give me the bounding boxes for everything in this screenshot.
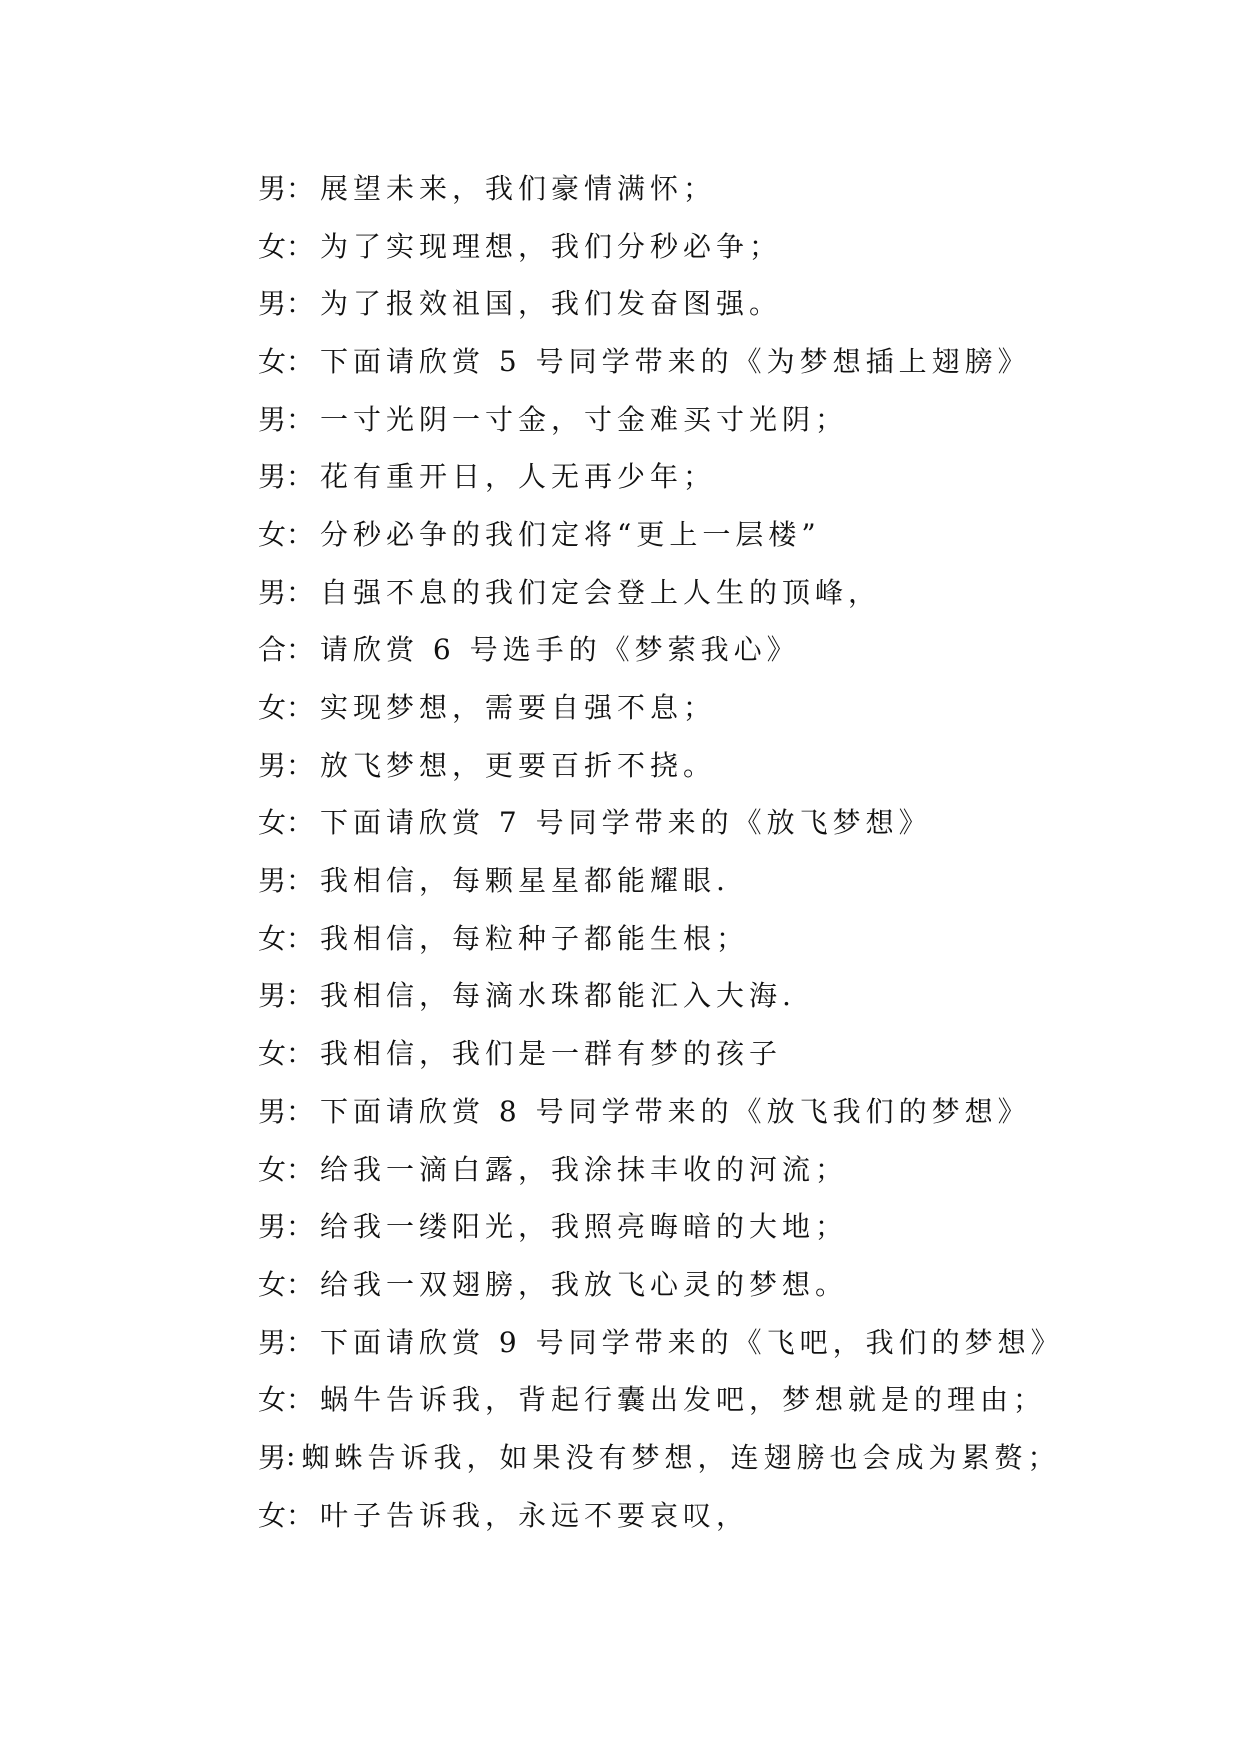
dialogue-line	[258, 446, 1198, 504]
dialogue-line	[258, 216, 1198, 274]
speaker-separator: :	[286, 1439, 296, 1473]
dialogue-line	[258, 1427, 1198, 1485]
speaker-label: 男	[258, 1210, 287, 1244]
line-text: 分秒必争的我们定将“更上一层楼”	[320, 517, 821, 551]
speaker-separator: ：	[286, 748, 315, 782]
speaker-label: 男	[258, 864, 287, 898]
speaker-separator: ：	[286, 1094, 315, 1128]
dialogue-line	[258, 273, 1198, 331]
dialogue-line	[258, 1369, 1198, 1427]
speaker-separator: ：	[286, 864, 315, 898]
line-text: 为了实现理想，我们分秒必争；	[320, 229, 783, 263]
dialogue-line	[258, 793, 1198, 851]
line-text: 我相信，我们是一群有梦的孩子	[320, 1037, 783, 1071]
dialogue-line	[258, 908, 1198, 966]
speaker-separator: ：	[286, 402, 315, 436]
speaker-label: 男	[258, 287, 287, 321]
line-text: 我相信，每粒种子都能生根；	[320, 921, 750, 955]
dialogue-line	[258, 158, 1198, 216]
speaker-separator: ：	[286, 344, 315, 378]
dialogue-line	[258, 1081, 1198, 1139]
line-text: 蜘蛛告诉我，如果没有梦想，连翅膀也会成为累赘；	[301, 1440, 1061, 1474]
line-text: 下面请欣赏 7 号同学带来的《放飞梦想》	[320, 806, 932, 840]
dialogue-line	[258, 389, 1198, 447]
line-text: 下面请欣赏 8 号同学带来的《放飞我们的梦想》	[320, 1094, 1031, 1128]
line-text: 自强不息的我们定会登上人生的顶峰，	[320, 575, 882, 609]
speaker-separator: ：	[286, 517, 315, 551]
line-text: 一寸光阴一寸金，寸金难买寸光阴；	[320, 402, 849, 436]
speaker-label: 女	[258, 921, 287, 955]
speaker-separator: ：	[286, 806, 315, 840]
line-text: 给我一双翅膀，我放飞心灵的梦想。	[320, 1267, 849, 1301]
speaker-separator: ：	[286, 287, 315, 321]
speaker-label: 女	[258, 1498, 287, 1532]
speaker-separator: ：	[286, 1210, 315, 1244]
dialogue-line	[258, 966, 1198, 1024]
speaker-label: 男	[258, 979, 287, 1013]
speaker-label: 女	[258, 691, 287, 725]
speaker-separator: ：	[286, 171, 315, 205]
dialogue-line	[258, 735, 1198, 793]
dialogue-line	[258, 1312, 1198, 1370]
dialogue-line	[258, 504, 1198, 562]
line-text: 下面请欣赏 9 号同学带来的《飞吧，我们的梦想》	[320, 1325, 1064, 1359]
speaker-label: 女	[258, 1037, 287, 1071]
line-text: 给我一缕阳光，我照亮晦暗的大地；	[320, 1210, 849, 1244]
speaker-separator: ：	[286, 1498, 315, 1532]
speaker-label: 男	[258, 460, 287, 494]
speaker-label: 女	[258, 806, 287, 840]
speaker-label: 女	[258, 344, 287, 378]
speaker-label: 男	[258, 171, 287, 205]
dialogue-line	[258, 620, 1198, 678]
speaker-label: 女	[258, 1152, 287, 1186]
dialogue-line	[258, 1139, 1198, 1197]
dialogue-line	[258, 1196, 1198, 1254]
speaker-separator: ：	[286, 1267, 315, 1301]
speaker-separator: ：	[286, 1383, 315, 1417]
dialogue-line	[258, 850, 1198, 908]
line-text: 花有重开日，人无再少年；	[320, 460, 717, 494]
speaker-label: 男	[258, 1094, 287, 1128]
speaker-label: 女	[258, 1383, 287, 1417]
line-text: 放飞梦想，更要百折不挠。	[320, 748, 717, 782]
dialogue-line	[258, 1254, 1198, 1312]
speaker-label: 女	[258, 229, 287, 263]
dialogue-line	[258, 331, 1198, 389]
line-text: 给我一滴白露，我涂抹丰收的河流；	[320, 1152, 849, 1186]
speaker-label: 女	[258, 517, 287, 551]
speaker-separator: ：	[286, 1037, 315, 1071]
speaker-label: 男	[258, 1325, 287, 1359]
speaker-separator: ：	[286, 229, 315, 263]
dialogue-script	[258, 158, 1198, 1543]
speaker-separator: ：	[286, 691, 315, 725]
dialogue-line	[258, 1485, 1198, 1543]
line-text: 为了报效祖国，我们发奋图强。	[320, 287, 783, 321]
line-text: 叶子告诉我，永远不要哀叹，	[320, 1498, 750, 1532]
dialogue-line	[258, 677, 1198, 735]
line-text: 实现梦想，需要自强不息；	[320, 691, 717, 725]
speaker-label: 合	[258, 633, 287, 667]
line-text: 我相信，每滴水珠都能汇入大海.	[320, 979, 796, 1013]
speaker-separator: ：	[286, 1152, 315, 1186]
speaker-separator: ：	[286, 460, 315, 494]
speaker-separator: ：	[286, 979, 315, 1013]
speaker-separator: ：	[286, 921, 315, 955]
speaker-label: 男	[258, 1440, 287, 1474]
line-text: 我相信，每颗星星都能耀眼.	[320, 864, 730, 898]
speaker-separator: ：	[286, 575, 315, 609]
line-text: 请欣赏 6 号选手的《梦萦我心》	[320, 633, 800, 667]
speaker-label: 男	[258, 748, 287, 782]
speaker-separator: ：	[286, 633, 315, 667]
dialogue-line	[258, 1023, 1198, 1081]
line-text: 蜗牛告诉我，背起行囊出发吧，梦想就是的理由；	[320, 1383, 1047, 1417]
line-text: 下面请欣赏 5 号同学带来的《为梦想插上翅膀》	[320, 344, 1031, 378]
dialogue-line	[258, 562, 1198, 620]
speaker-separator: ：	[286, 1325, 315, 1359]
speaker-label: 男	[258, 402, 287, 436]
speaker-label: 男	[258, 575, 287, 609]
line-text: 展望未来，我们豪情满怀；	[320, 171, 717, 205]
speaker-label: 女	[258, 1267, 287, 1301]
